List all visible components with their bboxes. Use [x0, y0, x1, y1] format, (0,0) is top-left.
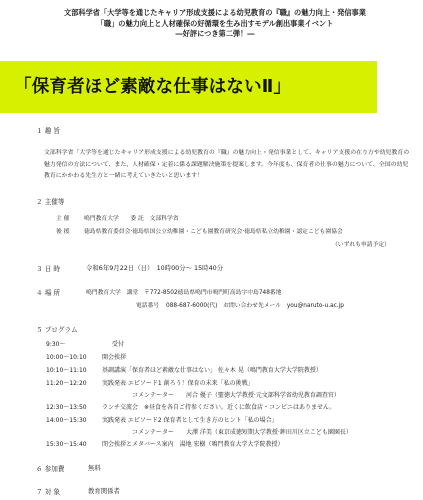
header-line-1: 文部科学省「大学等を通じたキャリア形成支援による幼児教育の『職』の魅力向上・発信事業	[64, 8, 366, 17]
header-line-3: ―好評につき第二弾！―	[175, 29, 255, 38]
program-time: 14:00～15:30	[46, 417, 87, 424]
program-item	[46, 427, 352, 436]
program-text: 基調講演「保育者ほど素敵な仕事はない」 佐々木 晃（鳴門教育大学大学院教授）	[102, 367, 322, 374]
program-time: 15:30～15:40	[46, 441, 87, 448]
program-item	[46, 378, 254, 387]
target-value: 教育関係者	[88, 487, 120, 495]
program-item	[46, 365, 322, 374]
program-item	[46, 415, 278, 424]
venue-value: 鳴門教育大学 講堂 〒772-8502徳島県鳴門市鳴門町高島字中島748番地	[86, 290, 282, 296]
host-value: 鳴門教育大学 委 託 文部科学省	[84, 216, 179, 222]
program-time: 11:20～12:20	[46, 380, 87, 387]
program-text: 開会挨拶	[102, 354, 127, 361]
program-item	[46, 352, 126, 361]
program-text: 受付	[112, 341, 125, 348]
program-time: 9:30～	[46, 341, 66, 348]
section-organizer-heading: ２ 主催等	[36, 198, 65, 206]
program-item	[46, 439, 284, 448]
section-program-heading: ５ プログラム	[36, 326, 78, 334]
datetime-value: 令和6年9月22日（日） 10時00分～ 15時40分	[86, 264, 224, 272]
program-time: 10:10～11:10	[46, 367, 87, 374]
program-text: コメンテーター 大澤 洋美（東京成徳短期大学教授·鉾田川区立こども園園長）	[132, 429, 352, 436]
program-item	[46, 390, 340, 399]
support-label: 後 援	[56, 229, 70, 235]
support-value: 徳島県教育委員会·徳島県国公立幼稚園・こども園教育研究会·徳島県私立幼稚園・認定こども園協会	[84, 229, 343, 235]
program-item	[46, 339, 124, 348]
section-venue-heading: ４ 場 所	[36, 289, 60, 297]
title-banner	[0, 61, 377, 113]
section-datetime-heading: ３ 日 時	[36, 265, 60, 273]
program-text: 実践発表 エピソード1 創ろう！保育の未来「私の挑戦」	[102, 380, 254, 387]
fee-value: 無料	[88, 464, 101, 472]
program-text: ランチ交流会 ※昼食を各自ご持参ください。近くに飲食店・コンビニはありません。	[102, 404, 336, 411]
purpose-text: 文部科学省「大学等を通じたキャリア形成支援による幼児教育の『職』の魅力向上・発信事業として、キャリア支援の在り方や幼児教育の魅力発信の方法について、また、人材確保・定着に係る課題解決施策を提案します。今年度も、保育者の仕事の魅力について、全国の幼児教育にかかわる先生方と一緒に考えていきたいと思います！	[44, 150, 410, 180]
phone-label: 電話番号	[136, 303, 160, 309]
program-text: 閉会挨拶とメタバース案内 湯地 宏樹（鳴門教育大学大学院教授）	[102, 441, 284, 448]
program-item	[46, 402, 335, 411]
phone-value: 088-687-6000(代) お問い合わせ先メール you@naruto-u.ac.jp	[166, 303, 344, 309]
program-text: コメンテーター 河合 優子（聖徳大学教授·元文部科学省幼児教育調査官）	[132, 392, 340, 399]
support-note: （いずれも申請予定）	[332, 242, 390, 248]
event-title: 「保育者ほど素敵な仕事はないⅡ」	[14, 77, 292, 97]
program-time: 10:00～10:10	[46, 354, 87, 361]
section-purpose-heading: １ 趣 旨	[36, 127, 60, 135]
event-header	[30, 8, 400, 40]
section-fee-heading: ６ 参加費	[36, 465, 65, 473]
program-time: 12:30～13:50	[46, 404, 87, 411]
section-target-heading: ７ 対 象	[36, 488, 60, 496]
program-text: 実践発表 エピソード2 保育者として生き方のヒント「私の場合」	[102, 417, 278, 424]
header-line-2: 「職」の魅力向上と人材確保の好循環を生み出すモデル創出事業イベント	[96, 18, 334, 28]
host-label: 主 催	[56, 216, 70, 222]
